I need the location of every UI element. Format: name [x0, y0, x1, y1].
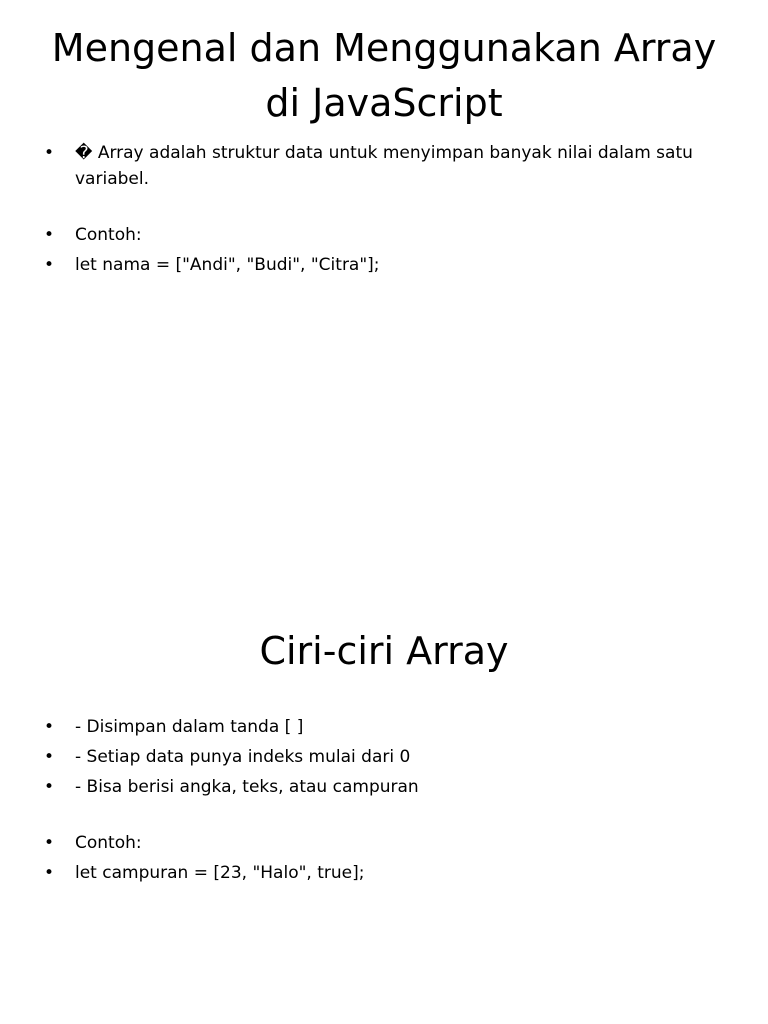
slide-1-bullet-list [0, 140, 768, 282]
bullet-dot: • [44, 143, 55, 163]
bullet-dot: • [44, 225, 55, 245]
bullet-dot: • [44, 747, 55, 767]
bullet-dot: • [44, 833, 55, 853]
bullet-dot: • [44, 717, 55, 737]
bullet-text: Contoh: [75, 833, 142, 853]
bullet-item [0, 252, 768, 278]
bullet-item [0, 830, 768, 856]
bullet-text: - Disimpan dalam tanda [ ] [75, 717, 304, 737]
bullet-dot: • [44, 255, 55, 275]
bullet-item [0, 744, 768, 770]
bullet-text: let campuran = [23, "Halo", true]; [75, 863, 365, 883]
bullet-item [0, 714, 768, 740]
bullet-dot: • [44, 777, 55, 797]
bullet-item [0, 774, 768, 800]
bullet-item [0, 222, 768, 248]
bullet-item [0, 860, 768, 886]
slide-1-title: Mengenal dan Menggunakan Array di JavaScript [51, 26, 717, 125]
bullet-text: let nama = ["Andi", "Budi", "Citra"]; [75, 255, 380, 275]
slide-2-bullet-list [0, 714, 768, 890]
bullet-text: - Setiap data punya indeks mulai dari 0 [75, 747, 411, 767]
slide-2-title: Ciri-ciri Array [259, 629, 509, 673]
bullet-dot: • [44, 863, 55, 883]
bullet-text: - Bisa berisi angka, teks, atau campuran [75, 777, 419, 797]
slide-2 [0, 512, 768, 1024]
bullet-item [0, 140, 768, 192]
bullet-text: Contoh: [75, 225, 142, 245]
bullet-text: � Array adalah struktur data untuk menyimpan banyak nilai dalam satu variabel. [75, 143, 693, 189]
